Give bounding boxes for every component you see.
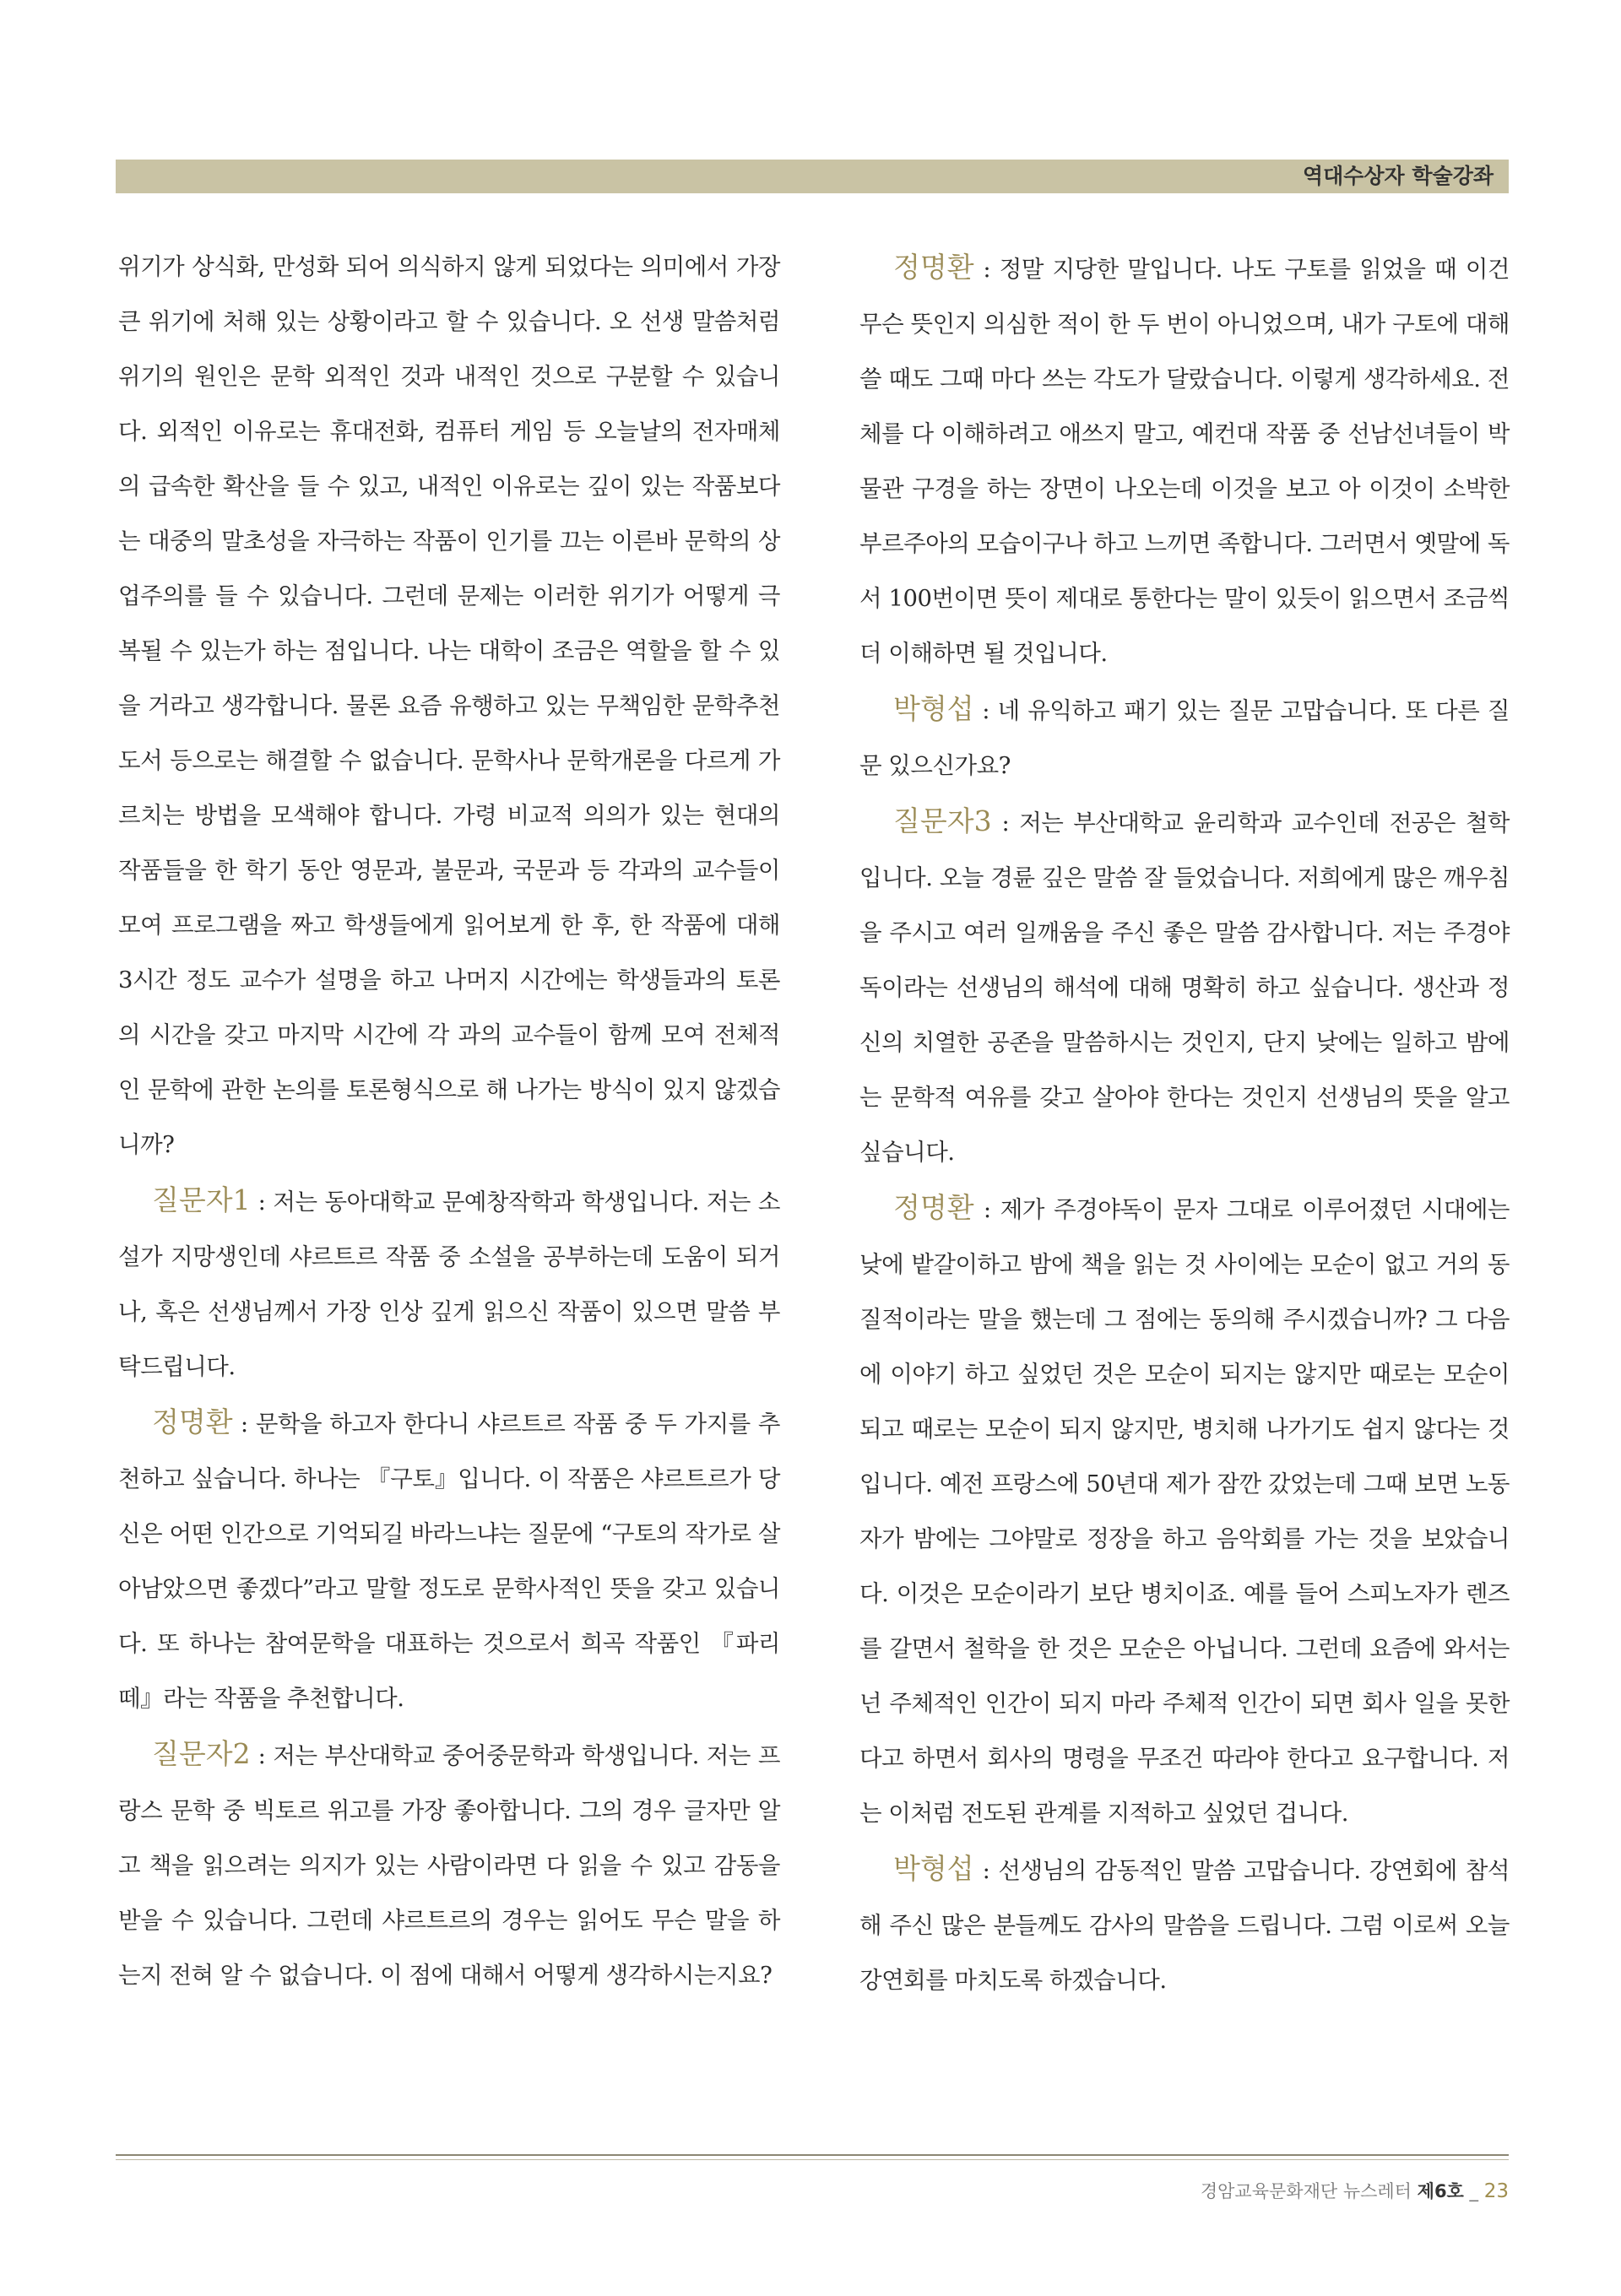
header-bar <box>116 160 1509 193</box>
footer-divider-thin <box>116 2159 1509 2160</box>
speaker-name: 정명환 <box>893 1191 974 1224</box>
left-paragraph-3 <box>118 1726 780 2003</box>
paragraph-text: : 네 유익하고 패기 있는 질문 고맙습니다. 또 다른 질문 있으신가요? <box>859 697 1510 779</box>
footer-separator: _ <box>1469 2181 1479 2201</box>
paragraph-text: : 저는 동아대학교 문예창작학과 학생입니다. 저는 소설가 지망생인데 샤르트르 작품 중 소설을 공부하는데 도움이 되거나, 혹은 선생님께서 가장 인상 깊게 읽으신 작품이 있으면 말씀 부탁드립니다. <box>118 1189 780 1380</box>
page-number: 23 <box>1483 2180 1509 2202</box>
speaker-name: 박형섭 <box>893 692 974 725</box>
section-title: 역대수상자 학술강좌 <box>1302 164 1494 188</box>
speaker-name: 질문자1 <box>152 1183 251 1216</box>
footer-publisher: 경암교육문화재단 뉴스레터 <box>1200 2181 1412 2201</box>
speaker-name: 박형섭 <box>893 1852 974 1885</box>
left-column <box>118 240 780 2003</box>
speaker-name: 정명환 <box>893 251 974 284</box>
paragraph-text: : 제가 주경야독이 문자 그대로 이루어졌던 시대에는 낮에 밭갈이하고 밤에 책을 읽는 것 사이에는 모순이 없고 거의 동질적이라는 말을 했는데 그 점에는 동의해 주시겠습니까? 그 다음에 이야기 하고 싶었던 것은 모순이 되지는 않지만 때로는 모순이 되고 때로는 모순이 되지 않지만, 병치해 나가기도 쉽지 않다는 것입니다. 예전 프랑스에 50년대 제가 잠깐 갔었는데 그때 보면 노동자가 밤에는 그야말로 정장을 하고 음악회를 가는 것을 보았습니다. 이것은 모순이라기 보단 병치이죠. 예를 들어 스피노자가 렌즈를 갈면서 철학을 한 것은 모순은 아닙니다. 그런데 요즘에 와서는 넌 주체적인 인간이 되지 마라 주체적 인간이 되면 회사 일을 못한다고 하면서 회사의 명령을 무조건 따라야 한다고 요구합니다. 저는 이처럼 전도된 관계를 지적하고 싶었던 겁니다. <box>859 1196 1510 1827</box>
speaker-name: 질문자3 <box>893 804 992 837</box>
footer <box>1201 2178 1509 2203</box>
paragraph-text: : 선생님의 감동적인 말씀 고맙습니다. 강연회에 참석해 주신 많은 분들께도 감사의 말씀을 드립니다. 그럼 이로써 오늘 강연회를 마치도록 하겠습니다. <box>859 1857 1510 1994</box>
paragraph-text: : 저는 부산대학교 중어중문학과 학생입니다. 저는 프랑스 문학 중 빅토르 위고를 가장 좋아합니다. 그의 경우 글자만 알고 책을 읽으려는 의지가 있는 사람이라면 다 읽을 수 있고 감동을 받을 수 있습니다. 그런데 샤르트르의 경우는 읽어도 무슨 말을 하는지 전혀 알 수 없습니다. 이 점에 대해서 어떻게 생각하시는지요? <box>118 1742 780 1989</box>
left-paragraph-0 <box>118 240 780 1172</box>
right-paragraph-2 <box>859 793 1510 1180</box>
paragraph-text: 위기가 상식화, 만성화 되어 의식하지 않게 되었다는 의미에서 가장 큰 위기에 처해 있는 상황이라고 할 수 있습니다. 오 선생 말씀처럼 위기의 원인은 문학 외적인 것과 내적인 것으로 구분할 수 있습니다. 외적인 이유로는 휴대전화, 컴퓨터 게임 등 오늘날의 전자매체의 급속한 확산을 들 수 있고, 내적인 이유로는 깊이 있는 작품보다는 대중의 말초성을 자극하는 작품이 인기를 끄는 이른바 문학의 상업주의를 들 수 있습니다. 그런데 문제는 이러한 위기가 어떻게 극복될 수 있는가 하는 점입니다. 나는 대학이 조금은 역할을 할 수 있을 거라고 생각합니다. 물론 요즘 유행하고 있는 무책임한 문학추천도서 등으로는 해결할 수 없습니다. 문학사나 문학개론을 다르게 가르치는 방법을 모색해야 합니다. 가령 비교적 의의가 있는 현대의 작품들을 한 학기 동안 영문과, 불문과, 국문과 등 각과의 교수들이 모여 프로그램을 짜고 학생들에게 읽어보게 한 후, 한 작품에 대해 3시간 정도 교수가 설명을 하고 나머지 시간에는 학생들과의 토론의 시간을 갖고 마지막 시간에 각 과의 교수들이 함께 모여 전체적인 문학에 관한 논의를 토론형식으로 해 나가는 방식이 있지 않겠습니까? <box>118 253 780 1158</box>
right-paragraph-0 <box>859 240 1510 681</box>
footer-divider <box>116 2154 1509 2156</box>
speaker-name: 정명환 <box>152 1405 233 1438</box>
right-paragraph-4 <box>859 1841 1510 2008</box>
footer-issue: 제6호 <box>1417 2181 1464 2201</box>
speaker-name: 질문자2 <box>152 1737 251 1770</box>
paragraph-text: : 문학을 하고자 한다니 샤르트르 작품 중 두 가지를 추천하고 싶습니다. 하나는 『구토』입니다. 이 작품은 샤르트르가 당신은 어떤 인간으로 기억되길 바라느냐는 질문에 “구토의 작가로 살아남았으면 좋겠다”라고 말할 정도로 문학사적인 뜻을 갖고 있습니다. 또 하나는 참여문학을 대표하는 것으로서 희곡 작품인 『파리떼』라는 작품을 추천합니다. <box>118 1411 780 1712</box>
right-paragraph-1 <box>859 681 1510 793</box>
right-paragraph-3 <box>859 1180 1510 1841</box>
paragraph-text: : 저는 부산대학교 윤리학과 교수인데 전공은 철학입니다. 오늘 경륜 깊은 말씀 잘 들었습니다. 저희에게 많은 깨우침을 주시고 여러 일깨움을 주신 좋은 말씀 감사합니다. 저는 주경야독이라는 선생님의 해석에 대해 명확히 하고 싶습니다. 생산과 정신의 치열한 공존을 말씀하시는 것인지, 단지 낮에는 일하고 밤에는 문학적 여유를 갖고 살아야 한다는 것인지 선생님의 뜻을 알고 싶습니다. <box>859 810 1510 1166</box>
left-paragraph-1 <box>118 1172 780 1394</box>
right-column <box>859 240 1510 2008</box>
left-paragraph-2 <box>118 1394 780 1726</box>
paragraph-text: : 정말 지당한 말입니다. 나도 구토를 읽었을 때 이건 무슨 뜻인지 의심한 적이 한 두 번이 아니었으며, 내가 구토에 대해 쓸 때도 그때 마다 쓰는 각도가 달랐습니다. 이렇게 생각하세요. 전체를 다 이해하려고 애쓰지 말고, 예컨대 작품 중 선남선녀들이 박물관 구경을 하는 장면이 나오는데 이것을 보고 아 이것이 소박한 부르주아의 모습이구나 하고 느끼면 족합니다. 그러면서 옛말에 독서 100번이면 뜻이 제대로 통한다는 말이 있듯이 읽으면서 조금씩 더 이해하면 될 것입니다. <box>859 256 1510 667</box>
